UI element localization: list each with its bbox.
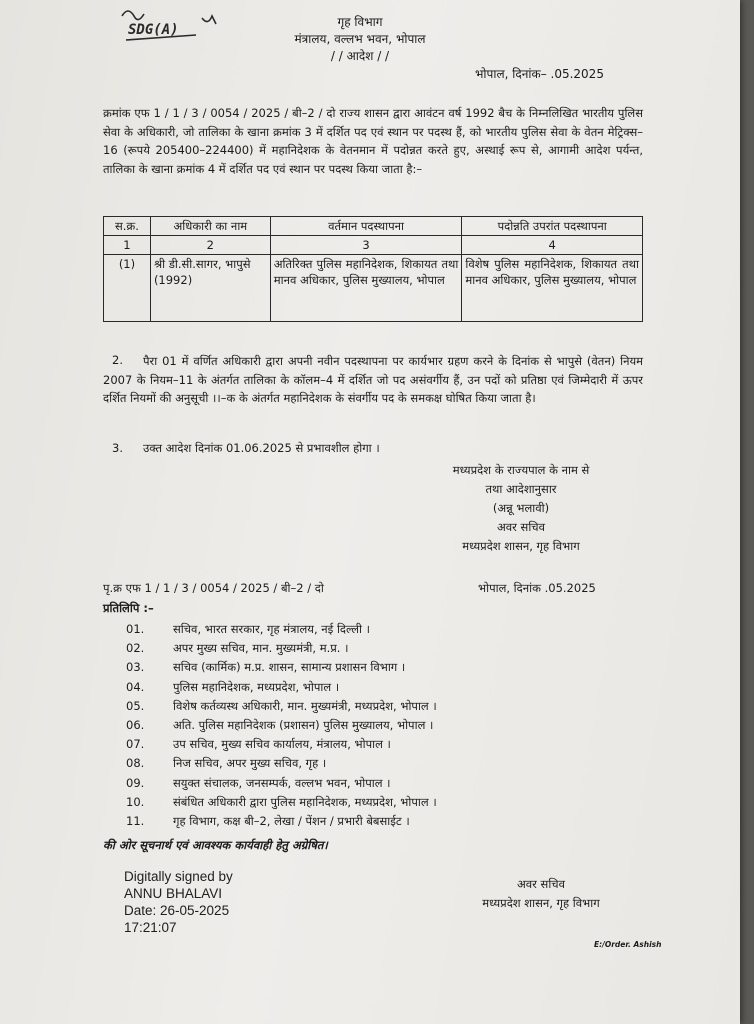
digital-signature-label: Digitally signed by [124,869,233,884]
file-reference: E:/Order. Ashish [594,940,662,949]
order-date: भोपाल, दिनांक– .05.2025 [475,67,604,81]
copy-item-number: 07. [126,737,145,752]
signature-line-order: तथा आदेशानुसार [485,482,557,496]
copy-item-text: गृह विभाग, कक्ष बी–2, लेखा / पेंशन / प्रभारी बेबसाईट । [173,814,410,828]
order-paragraph: क्रमांक एफ 1 / 1 / 3 / 0054 / 2025 / बी–2 / दो राज्य शासन द्वारा आवंटन वर्ष 1992 बैच के निम्नलिखित भारतीय पुलिस सेवा के अधिकारी, जो तालिका के खाना क्रमांक 3 में दर्शित पद एवं स्थान पर पदस्थ हैं, को भारतीय पुलिस सेवा के वेतन मेट्रिक्स–16 (रूपये 205400–224400) में महानिदेशक के वेतनमान में पदोन्नत करते हुए, अस्थाई रूप से, आगामी आदेश पर्यन्त, तालिका के खाना क्रमांक 4 में दर्शित पद एवं स्थान पर पदस्थ किया जाता है:– [103,106,643,176]
copy-item-number: 08. [126,756,145,771]
table-colnum-2: 2 [150,236,270,255]
digital-signature-name: ANNU BHALAVI [124,886,223,901]
table-row [104,255,643,322]
table-cell-name: श्री डी.सी.सागर, भापुसे (1992) [150,255,270,322]
copy-item-number: 02. [126,641,145,656]
endorsement-date: भोपाल, दिनांक .05.2025 [478,581,596,595]
handwritten-stamp [118,4,223,44]
order-heading: / / आदेश / / [330,49,390,63]
final-signature-department: मध्यप्रदेश शासन, गृह विभाग [482,896,600,910]
digital-signature [124,868,324,936]
copy-label: प्रतिलिपि :– [103,601,154,615]
table-cell-current: अतिरिक्त पुलिस महानिदेशक, शिकायत तथा मानव अधिकार, पुलिस मुख्यालय, भोपाल [270,255,462,322]
copy-item-text: सचिव (कार्मिक) म.प्र. शासन, सामान्य प्रशासन विभाग । [173,660,406,675]
svg-text:SDG(A): SDG(A) [128,22,179,38]
table-header-name: अधिकारी का नाम [150,217,270,236]
copy-item-number: 10. [126,794,145,809]
digital-signature-date: Date: 26-05-2025 [124,903,230,918]
copy-item-text: निज सचिव, अपर मुख्य सचिव, गृह । [173,756,327,771]
copy-item-number: 06. [126,718,145,732]
endorsement-ref: पृ.क्र एफ 1 / 1 / 3 / 0054 / 2025 / बी–2 / दो [103,581,324,595]
table-colnum-4: 4 [462,236,643,255]
para3-number: 3. [112,441,123,455]
copy-item-number: 04. [126,679,145,694]
copy-item-number: 05. [126,698,145,713]
copy-item-number: 09. [126,775,145,790]
table-cell-promoted: विशेष पुलिस महानिदेशक, शिकायत तथा मानव अधिकार, पुलिस मुख्यालय, भोपाल [462,255,643,322]
stamp-scribble [118,4,223,44]
department-name: गृह विभाग [337,15,383,29]
copy-item-number: 11. [126,814,145,828]
copy-item-text: सयुक्त संचालक, जनसम्पर्क, वल्लभ भवन, भोपाल । [173,775,391,790]
copy-item-number: 01. [126,622,145,636]
table-header-current: वर्तमान पदस्थापना [270,217,462,236]
table-header-sno: स.क्र. [104,217,151,236]
copy-item-text: संबंधित अधिकारी द्वारा पुलिस महानिदेशक, मध्यप्रदेश, भोपाल । [173,794,437,809]
table-colnum-1: 1 [104,236,151,255]
copy-item-text: पुलिस महानिदेशक, मध्यप्रदेश, भोपाल । [173,679,340,694]
para3-text: उक्त आदेश दिनांक 01.06.2025 से प्रभावशील होगा । [143,441,380,455]
document-header [250,14,470,65]
copy-item-text: सचिव, भारत सरकार, गृह मंत्रालय, नई दिल्ली । [173,622,371,636]
copy-item-text: अति. पुलिस महानिदेशक (प्रशासन) पुलिस मुख्यालय, भोपाल । [173,718,434,732]
table-colnum-3: 3 [270,236,462,255]
para2-text: पैरा 01 में वर्णित अधिकारी द्वारा अपनी नवीन पदस्थापना पर कार्यभार ग्रहण करने के दिनांक से भापुसे (वेतन) नियम 2007 के नियम–11 के अंतर्गत तालिका के कॉलम–4 में दर्शित जो पद असंवर्गीय हैं, उन पदों को प्रतिष्ठा एवं जिम्मेदारी में ऊपर दर्शित नियमों की अनुसूची ।।–क के अंतर्गत महानिदेशक के संवर्गीय पद के समकक्ष घोषित किया जाता है। [103,354,643,405]
para2-number: 2. [112,353,123,367]
signature-line-governor: मध्यप्रदेश के राज्यपाल के नाम से [452,463,590,477]
table-cell-sno: (1) [104,255,151,322]
posting-table [103,216,643,322]
copy-item-text: अपर मुख्य सचिव, मान. मुख्यमंत्री, म.प्र. । [173,641,349,656]
signatory-designation: अवर सचिव [497,520,545,534]
copy-item-number: 03. [126,660,145,675]
table-header-promoted: पदोन्नति उपरांत पदस्थापना [462,217,643,236]
copy-item-text: उप सचिव, मुख्य सचिव कार्यालय, मंत्रालय, भोपाल । [173,737,391,752]
final-signature [436,875,646,913]
copy-item-text: विशेष कर्तव्यस्थ अधिकारी, मान. मुख्यमंत्री, मध्यप्रदेश, भोपाल । [173,698,437,713]
signatory-department: मध्यप्रदेश शासन, गृह विभाग [462,539,580,553]
digital-signature-time: 17:21:07 [124,920,177,935]
signatory-name: (अन्नू भलावी) [492,501,550,515]
forwarding-note: की ओर सूचनार्थ एवं आवश्यक कार्यवाही हेतु अग्रेषित। [103,838,328,852]
signature-block [396,461,646,556]
ministry-address: मंत्रालय, वल्लभ भवन, भोपाल [294,32,426,46]
final-signature-designation: अवर सचिव [517,877,565,891]
